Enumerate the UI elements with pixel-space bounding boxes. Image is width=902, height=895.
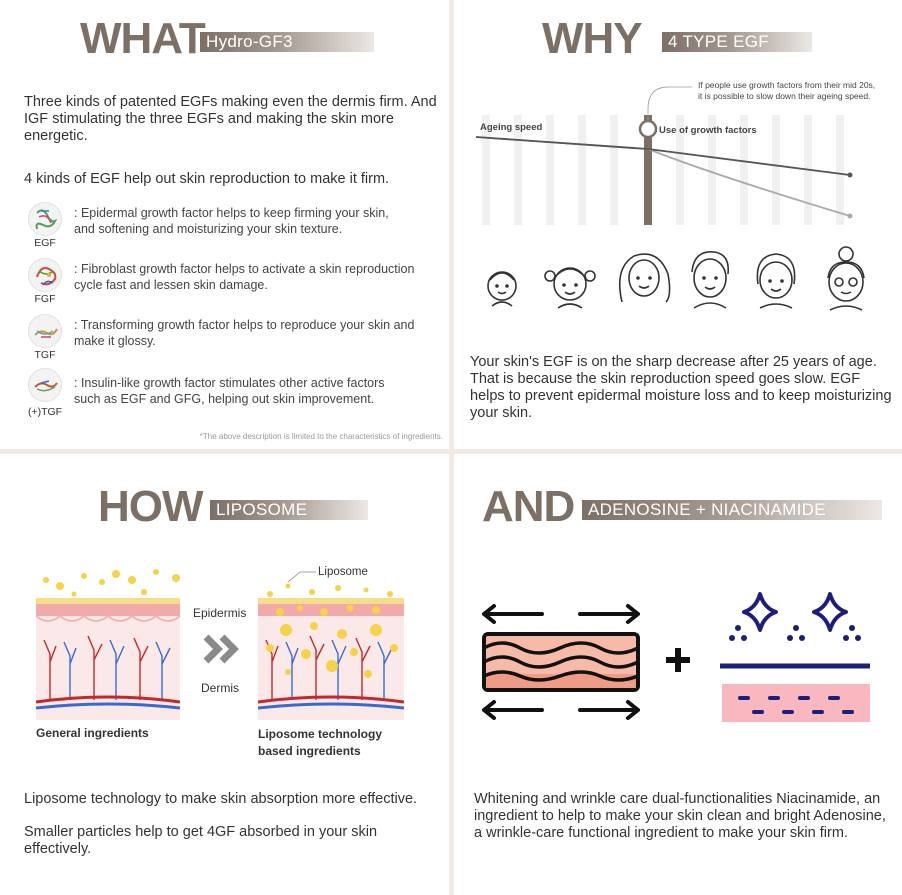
middle-aged-woman-face-icon <box>757 254 794 308</box>
liposome-ingredients-caption: Liposome technology based ingredients <box>258 727 383 758</box>
child-face-icon <box>488 272 516 306</box>
and-body: Whitening and wrinkle care dual-functionalities Niacinamide, an ingredient to help to make your skin clean and bright Adenosine, a wrinkle-care functional ingredient to make your skin firm. <box>474 791 886 841</box>
dermis-label: Dermis <box>201 681 239 695</box>
tgf-description: : Transforming growth factor helps to reproduce your skin and make it glossy. <box>74 318 415 348</box>
what-subtitle-bar: Hydro-GF3 <box>200 32 374 52</box>
why-body: Your skin's EGF is on the sharp decrease after 25 years of age. That is because the skin reproduction speed goes slow. EGF helps to prevent epidermal moisture loss and to keep moisturizing your skin. <box>470 354 892 421</box>
how-subtitle-bar: LIPOSOME <box>210 500 368 520</box>
igf-label: (+)TGF <box>27 406 63 418</box>
tgf-label: TGF <box>34 349 56 361</box>
growth-factor-marker-label: Use of growth factors <box>659 125 757 136</box>
young-woman-face-icon <box>620 254 670 302</box>
molecule-icon <box>28 314 62 348</box>
age-faces <box>474 238 894 313</box>
general-ingredients-caption: General ingredients <box>36 726 149 740</box>
elderly-woman-face-icon <box>828 247 864 310</box>
molecule-icon <box>28 368 62 402</box>
egf-description: : Epidermal growth factor helps to keep firming your skin, and softening and moisturizing your skin texture. <box>74 206 389 236</box>
why-panel <box>454 0 902 449</box>
and-subtitle-bar: ADENOSINE + NIACINAMIDE <box>582 500 882 520</box>
general-ingredients-skin-diagram <box>36 564 180 720</box>
adult-man-face-icon <box>692 252 728 308</box>
and-heading: AND <box>482 482 575 531</box>
what-panel <box>0 0 449 449</box>
molecule-icon <box>28 258 62 292</box>
wrinkle-skin-icon <box>480 594 644 726</box>
fgf-item <box>24 258 444 308</box>
egf-item <box>24 202 444 252</box>
liposome-skin-diagram <box>258 564 404 720</box>
liposome-label: Liposome <box>318 566 368 578</box>
how-body-1: Liposome technology to make skin absorption more effective. <box>24 791 418 807</box>
molecule-icon <box>28 202 62 236</box>
how-body-2: Smaller particles help to get 4GF absorbed in your skin effectively. <box>24 824 378 857</box>
epidermis-label: Epidermis <box>193 606 247 620</box>
what-heading: WHAT <box>80 14 205 63</box>
egf-label: EGF <box>34 237 56 249</box>
igf-item <box>24 368 444 418</box>
chart-callout: If people use growth factors from their mid 20s, it is possible to slow down their ageing speed. <box>698 80 876 101</box>
what-subhead: 4 kinds of EGF help out skin reproduction to make it firm. <box>24 171 390 187</box>
why-heading: WHY <box>542 14 642 63</box>
ageing-speed-label: Ageing speed <box>480 122 543 133</box>
and-panel <box>454 454 902 895</box>
what-intro: Three kinds of patented EGFs making even the dermis firm. And IGF stimulating the three EGFs and making the skin more energetic. <box>24 94 437 144</box>
fgf-description: : Fibroblast growth factor helps to activate a skin reproduction cycle fast and lessen skin damage. <box>74 262 415 292</box>
igf-description: : Insulin-like growth factor stimulates other active factors such as EGF and GFG, helping out skin improvement. <box>74 376 385 406</box>
fgf-label: FGF <box>34 293 56 305</box>
how-heading: HOW <box>98 482 203 531</box>
how-panel <box>0 454 449 895</box>
why-subtitle-bar: 4 TYPE EGF <box>662 32 812 52</box>
girl-face-icon <box>545 268 595 308</box>
double-chevron-right-icon <box>204 634 240 669</box>
plus-icon <box>664 646 692 679</box>
disclaimer-note: *The above description is limited to the characteristics of ingredients. <box>199 432 443 441</box>
tgf-item <box>24 314 444 364</box>
bright-skin-icon <box>718 590 874 726</box>
